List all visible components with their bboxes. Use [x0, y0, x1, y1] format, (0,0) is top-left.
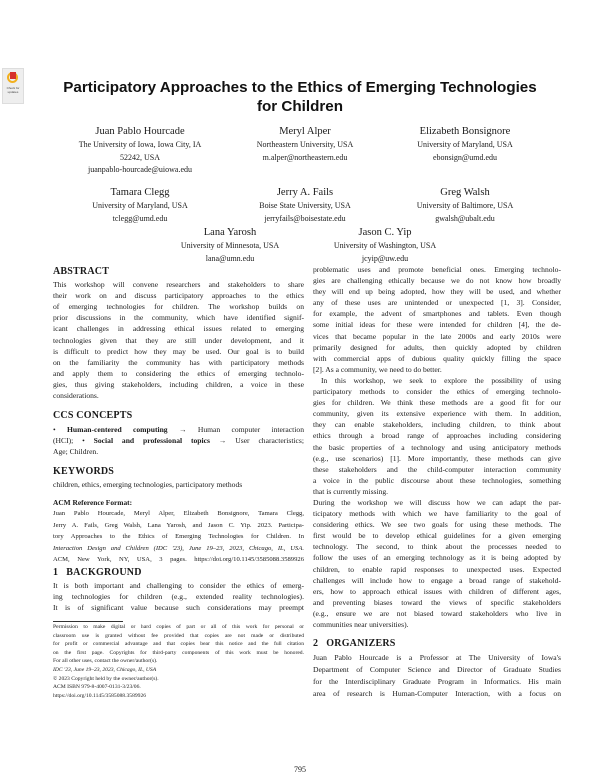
author-name: Lana Yarosh: [203, 227, 257, 238]
text-line: It is of significant value because such considerations may preempt: [53, 603, 304, 613]
text-line: Juan Pablo Hourcade, Meryl Alper, Elizabeth Bonsignore, Tamara Clegg,: [53, 510, 304, 518]
text-line: a voice in the public discourse about these technologies, something: [313, 475, 561, 485]
title-line: for Children: [256, 98, 344, 115]
isbn: ACM ISBN 979-8-4007-0131-3/23/06.: [53, 684, 141, 691]
ccs-section: [53, 410, 304, 457]
author-affiliation: 52242, USA: [119, 152, 160, 162]
text-line: some initial ideas for these were intended for children [4], the de-: [313, 320, 561, 330]
text-line: icant challenges in addressing ethical issues related to emerging: [53, 324, 304, 334]
organizers-text: [313, 652, 561, 700]
author-block: [55, 125, 225, 177]
ccs-concept: Human-centered computing: [67, 425, 168, 435]
paper-title: [40, 78, 560, 116]
author-email[interactable]: jerryfails@boisestate.edu: [264, 213, 346, 223]
text-line: these stakeholders and the child-computer interaction community: [313, 464, 561, 474]
text-line: Interaction Design and Children (IDC '23), June 19–23, 2023, Chicago, IL, USA.: [53, 544, 304, 552]
ccs-leaf: Human computer interaction: [197, 425, 304, 435]
paragraph: [313, 497, 561, 630]
text-line: During the workshop we will discuss how we can adapt the par-: [313, 497, 561, 507]
author-affiliation: University of Washington, USA: [333, 241, 437, 250]
author-block: [220, 125, 390, 164]
author-name: Jason C. Yip: [358, 227, 412, 238]
text-line: follow the uses of an emerging technology as it is being adopted by: [313, 553, 561, 563]
text-line: on the first page. Copyrights for third-party components of this work must be honored.: [53, 649, 304, 656]
text-line: with commercial apps of dubious quality quickly filling the space: [313, 353, 561, 363]
text-line: any of these uses are unintended or unexpected [1, 3]. Consider,: [313, 298, 561, 308]
conference-info: IDC '23, June 19–23, 2023, Chicago, IL, USA: [53, 666, 157, 673]
paragraph: [313, 375, 561, 497]
text-line: [2]. As a community, we need to do better.: [313, 364, 442, 374]
acm-reference: [53, 497, 304, 565]
text-line: of emerging technologies for children. The workshop builds on: [53, 302, 304, 312]
author-affiliation: University of Maryland, USA: [92, 201, 188, 210]
ccs-concept: Social and professional topics: [93, 436, 210, 446]
text-line: prior discussions in the community, which have identified signif-: [53, 313, 304, 323]
text-line: gies for children. We think these methods are a good fit for our: [313, 398, 561, 408]
author-email[interactable]: juanpablo-hourcade@uiowa.edu: [88, 165, 192, 174]
abstract-section: [53, 266, 304, 401]
check-for-updates-badge[interactable]: [2, 68, 24, 104]
ccs-heading: CCS CONCEPTS: [53, 410, 133, 421]
text-line: vices that became popular in the late 2000s and early 2010s were: [313, 331, 561, 341]
footnote-divider: [53, 621, 123, 622]
text-line: ers, how to approach ethical issues with children of different ages,: [313, 586, 561, 596]
arrow-icon: →: [218, 436, 227, 446]
text-line: Jerry A. Fails, Greg Walsh, Lana Yarosh, and Jason C. Yip. 2023. Participa-: [53, 521, 304, 529]
author-email[interactable]: jcyip@uw.edu: [361, 253, 409, 263]
author-email[interactable]: m.alper@northeastern.edu: [262, 152, 348, 162]
text-line: considering ethics. We see two goals for using these methods. The: [313, 520, 561, 530]
author-affiliation: Boise State University, USA: [259, 201, 351, 210]
abstract-text: [53, 279, 304, 401]
author-block: [220, 186, 390, 225]
doi-link[interactable]: https://doi.org/10.1145/3585088.3589926: [53, 692, 147, 699]
footnote: [53, 623, 304, 700]
text-line: community, given its extensive experience with them. In addition,: [313, 409, 561, 419]
text-line: children, to enable rapid responses to unexpected uses. Expected: [313, 564, 561, 574]
text-line: considerations.: [53, 391, 99, 401]
text-line: gies, thus giving stakeholders, including children, a voice in these: [53, 379, 304, 389]
author-name: Elizabeth Bonsignore: [419, 126, 511, 137]
author-email[interactable]: tclegg@umd.edu: [112, 213, 168, 223]
text-line: tory Approaches to the Ethics of Emerging Technologies for Children. In: [53, 533, 304, 541]
author-block: [300, 226, 470, 265]
text-line: ticipatory methods with which we have familiarity to the goal of: [313, 509, 561, 519]
ccs-leaf: (HCI);: [53, 436, 74, 446]
bullet: •: [53, 425, 56, 435]
text-line: This workshop will convene researchers and stakeholders to share: [53, 280, 304, 290]
author-block: [380, 125, 550, 164]
paragraph: [313, 264, 561, 375]
text-line: It is both important and challenging to consider the ethics of emerg-: [53, 581, 304, 591]
text-line: In this workshop, we seek to explore the possibility of using: [321, 375, 561, 385]
text-line: and apply them to considering the ethics of emerging technolo-: [53, 368, 304, 378]
text-line: on the familiarity the community has with participatory methods: [53, 357, 304, 367]
text-line: participatory methods to consider the ethics of emerging technolo-: [313, 387, 561, 397]
text-line: and preventing biases toward the views of specific stakeholders: [313, 597, 561, 607]
text-line: for the Interdisciplinary Graduate Program in Informatics. His main: [313, 677, 561, 687]
text-line: is difficult to predict how they may be used. Our goal is to build: [53, 346, 304, 356]
author-affiliation: Northeastern University, USA: [256, 140, 354, 149]
acm-reference-text: [53, 508, 304, 565]
text-line: primarily designed for adults, then quickly adopted by children: [313, 342, 561, 352]
text-line: For all other uses, contact the owner/author(s).: [53, 658, 158, 665]
copyright: © 2023 Copyright held by the owner/author(s).: [53, 675, 159, 682]
text-line: classroom use is granted without fee provided that copies are not made or distributed: [53, 632, 304, 639]
author-email[interactable]: gwalsh@ubalt.edu: [435, 213, 495, 223]
text-line: technology. The second, to think about the processes needed to: [313, 542, 561, 552]
text-line: for example, the advent of smartphones and tablets. Even though: [313, 309, 561, 319]
text-line: they will end up being adopted, how they will be used, and whether: [313, 287, 561, 297]
acm-reference-heading: ACM Reference Format:: [53, 498, 133, 507]
bullet: •: [82, 436, 85, 446]
text-line: first would be to develop ethical guidelines for a given emerging: [313, 531, 561, 541]
text-line: problematic uses and promote beneficial ones. Emerging technolo-: [313, 265, 561, 274]
author-affiliation: The University of Iowa, Iowa City, IA: [78, 140, 202, 149]
author-affiliation: University of Minnesota, USA: [180, 241, 280, 250]
author-affiliation: University of Baltimore, USA: [416, 201, 514, 210]
page-number: 795: [294, 765, 306, 774]
text-line: ing technologies for children (e.g., extended reality technologies).: [53, 592, 304, 602]
text-line: for profit or commercial advantage and that copies bear this notice and the full citation: [53, 641, 304, 648]
ccs-leaf: User characteristics;: [235, 436, 304, 446]
author-block: [380, 186, 550, 225]
author-name: Meryl Alper: [279, 126, 331, 137]
ccs-leaf: Age; Children.: [53, 447, 99, 457]
author-name: Juan Pablo Hourcade: [95, 126, 185, 137]
text-line: Permission to make digital or hard copies of part or all of this work for personal or: [53, 624, 304, 630]
text-line: ethics through a broad range of approaches including considering: [313, 431, 561, 441]
text-line: Department of Computer Science and Director of Graduate Studies: [313, 665, 561, 675]
text-line: gies are challenging ethically because we do not know how broadly: [313, 276, 561, 286]
text-line: they can enable stakeholders, including children, to think about: [313, 420, 561, 430]
author-name: Tamara Clegg: [110, 187, 170, 198]
text-line: Juan Pablo Hourcade is a Professor at The University of Iowa's: [313, 653, 561, 663]
arrow-icon: →: [178, 425, 187, 435]
background-section: [53, 567, 304, 613]
text-line: their work on and discuss participatory approaches to the ethics: [53, 291, 304, 301]
text-line: ACM, New York, NY, USA, 3 pages. https://doi.org/10.1145/3585088.3589926: [53, 556, 304, 564]
ccs-text: [53, 424, 304, 457]
text-line: technologies given that they are still under development, and it: [53, 335, 304, 345]
keywords-text: children, ethics, emerging technologies, participatory methods: [53, 480, 243, 490]
background-heading: 1 BACKGROUND: [53, 567, 142, 578]
abstract-heading: ABSTRACT: [53, 266, 110, 277]
background-text: [53, 580, 304, 613]
text-line: the basic properties of a technology and using anticipatory methods: [313, 442, 561, 452]
permission-text: [53, 623, 304, 666]
author-block: [145, 226, 315, 265]
text-line: challenges will include how to engage a broad range of stakehold-: [313, 575, 561, 585]
bookmark-icon: [10, 72, 16, 79]
text-line: area of research is Human-Computer Interaction, with a focus on: [313, 689, 561, 699]
text-line: communities near universities).: [313, 620, 409, 629]
text-line: that is currently missing.: [313, 486, 389, 496]
badge-label: Check for updates: [6, 86, 20, 94]
title-line: Participatory Approaches to the Ethics of Emerging Technologies: [63, 79, 537, 96]
text-line: (e.g., ensure we are not biased toward stakeholders who live in: [313, 608, 561, 618]
author-affiliation: University of Maryland, USA: [417, 140, 513, 149]
keywords-section: [53, 466, 304, 490]
author-block: [55, 186, 225, 225]
author-name: Greg Walsh: [440, 187, 490, 198]
keywords-heading: KEYWORDS: [53, 466, 115, 477]
organizers-heading: 2 ORGANIZERS: [313, 638, 396, 649]
author-name: Jerry A. Fails: [276, 187, 334, 198]
text-line: (e.g., use scenarios) [1]. More importantly, these methods can give: [313, 453, 561, 463]
author-email[interactable]: ebonsign@umd.edu: [432, 152, 498, 162]
organizers-section: [313, 638, 561, 700]
author-email[interactable]: lana@umn.edu: [205, 253, 255, 263]
right-column: [313, 264, 561, 630]
